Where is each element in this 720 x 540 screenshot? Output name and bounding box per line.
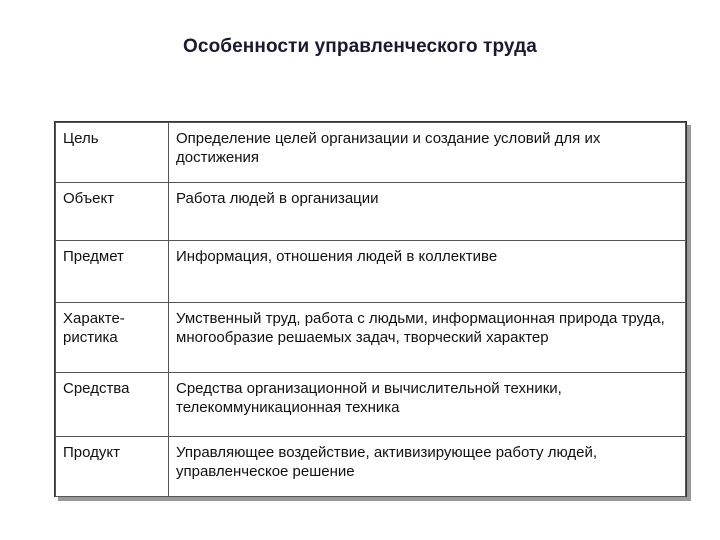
page-title: Особенности управленческого труда [183,36,537,57]
row-value: Управляющее воздействие, активизирующее работу людей, управленческое решение [169,437,686,497]
row-label: Средства [56,373,169,437]
table-row [56,373,686,437]
table-row [56,241,686,303]
row-label: Объект [56,183,169,241]
row-value: Определение целей организации и создание условий для их достижения [169,123,686,183]
table-row [56,437,686,497]
table-row [56,183,686,241]
row-value: Умственный труд, работа с людьми, информационная природа труда, многообразие решаемых задач, творческий характер [169,303,686,373]
row-value: Информация, отношения людей в коллективе [169,241,686,303]
row-label: Характе-ристика [56,303,169,373]
row-label: Продукт [56,437,169,497]
features-table [54,121,687,497]
table-row [56,123,686,183]
row-label: Предмет [56,241,169,303]
table-row [56,303,686,373]
row-value: Средства организационной и вычислительной техники, телекоммуникационная техника [169,373,686,437]
row-value: Работа людей в организации [169,183,686,241]
row-label: Цель [56,123,169,183]
